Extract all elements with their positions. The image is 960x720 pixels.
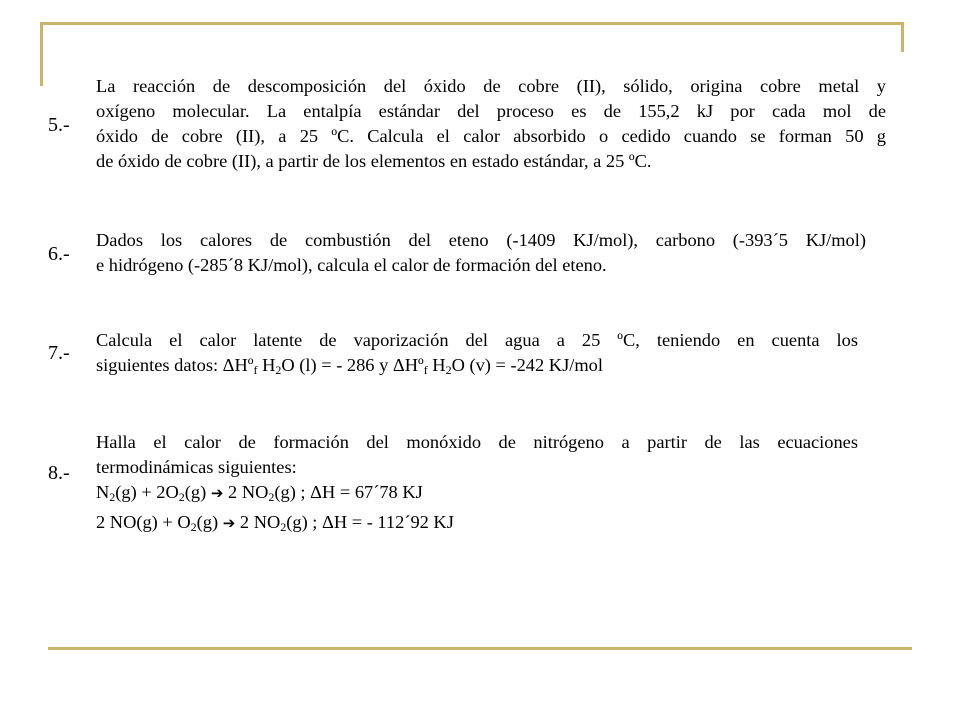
problem-7-number: 7.- (48, 342, 70, 364)
problem-6-line-1: Dados los calores de combustión del eteno (-1409 KJ/mol), carbono (-393´5 KJ/mol) (96, 230, 866, 250)
problem-6-text (96, 228, 866, 278)
problem-5-text (96, 74, 886, 174)
problem-7-text (96, 328, 858, 383)
problem-8-line-2: termodinámicas siguientes: (96, 457, 297, 477)
problem-6-line-2: e hidrógeno (-285´8 KJ/mol), calcula el calor de formación del eteno. (96, 255, 607, 275)
problem-5-line-3: óxido de cobre (II), a 25 ºC. Calcula el calor absorbido o cedido cuando se forman 50 g (96, 126, 886, 146)
problem-8-text (96, 430, 858, 540)
frame-right-line (901, 22, 904, 52)
frame-top-line (40, 22, 904, 25)
problem-8-equation-2: 2 $NO(g) + O_2(g)$ ➔ 2 $NO_2(g)$ ; ΔH = - 112´92 KJ (96, 512, 454, 534)
arrow-right-icon: ➔ (210, 484, 224, 502)
arrow-right-icon: ➔ (222, 514, 236, 532)
problem-5-number: 5.- (48, 114, 70, 136)
problem-7-data-line: siguientes datos: ΔHº$_f$ $H_2O$ (l) = - 286 y ΔHº$_f$ $H_2O$ (v) = -242 KJ/mol (96, 355, 603, 377)
frame-bottom-line (48, 647, 912, 650)
problem-8-number: 8.- (48, 462, 70, 484)
problem-7-line-1: Calcula el calor latente de vaporización del agua a 25 ºC, teniendo en cuenta los (96, 330, 858, 350)
problem-8-equation-1: $N_2(g) + 2O_2(g)$ ➔ 2 $NO_2(g)$ ; ΔH = 67´78 KJ (96, 482, 423, 504)
problem-6-number: 6.- (48, 243, 70, 265)
problem-5-line-2: oxígeno molecular. La entalpía estándar del proceso es de 155,2 kJ por cada mol de (96, 101, 886, 121)
problem-8-line-1: Halla el calor de formación del monóxido de nitrógeno a partir de las ecuaciones (96, 432, 858, 452)
problem-5-line-1: La reacción de descomposición del óxido de cobre (II), sólido, origina cobre metal y (96, 76, 886, 96)
problem-5-line-4: de óxido de cobre (II), a partir de los elementos en estado estándar, a 25 ºC. (96, 151, 652, 171)
frame-left-line (40, 22, 43, 86)
